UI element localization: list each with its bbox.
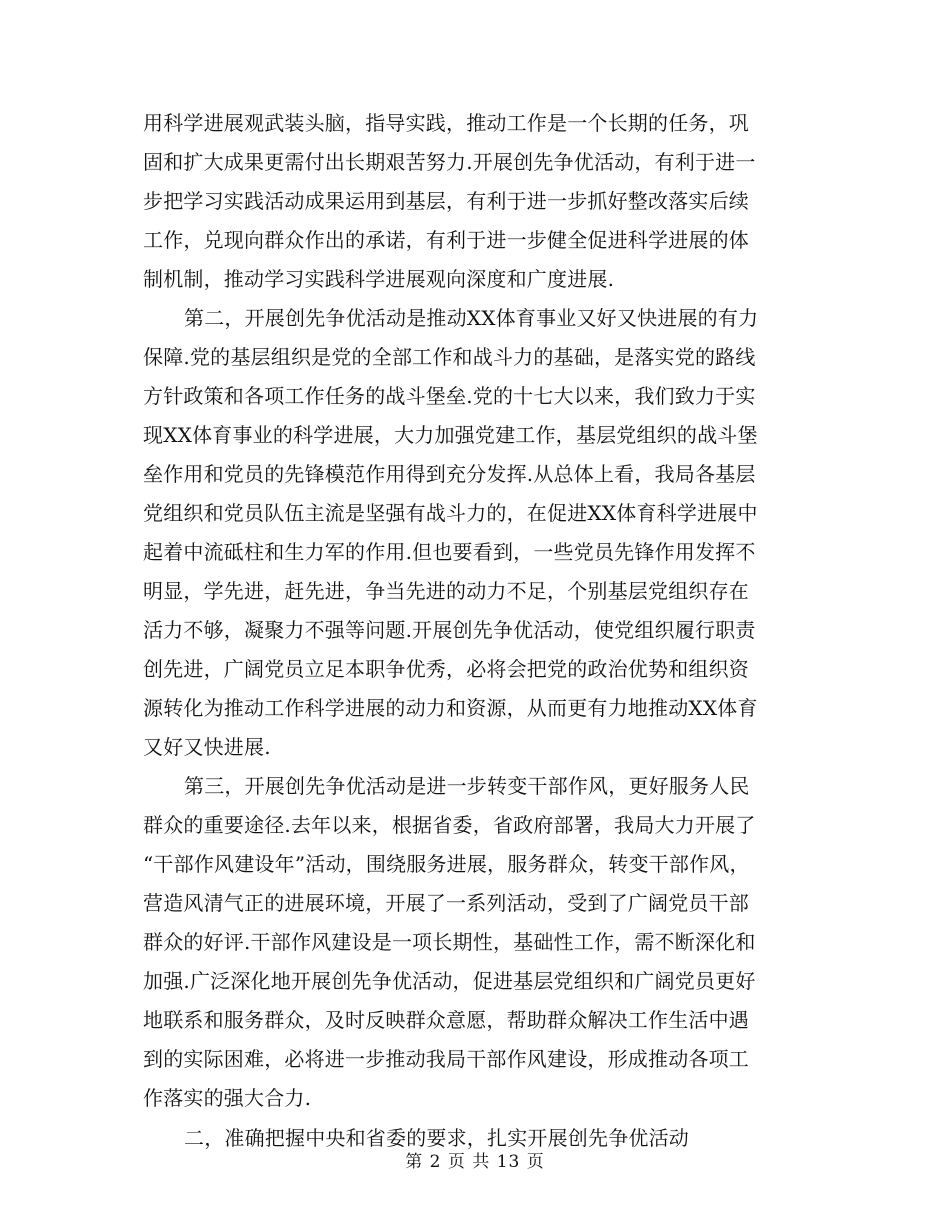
text-line: 垒作用和党员的先锋模范作用得到充分发挥.从总体上看，我局各基层 — [143, 462, 756, 486]
text-line: 营造风清气正的进展环境，开展了一系列活动，受到了广阔党员干部 — [143, 891, 749, 915]
document-body — [143, 104, 808, 1158]
paragraph-1 — [143, 104, 808, 299]
text-line: 制机制，推动学习实践科学进展观向深度和广度进展. — [143, 267, 615, 291]
text-line: “干部作风建设年”活动，围绕服务进展，服务群众，转变干部作风， — [143, 852, 750, 876]
text-line: 地联系和服务群众，及时反映群众意愿，帮助群众解决工作生活中遇 — [143, 1008, 749, 1032]
text-line: 方针政策和各项工作任务的战斗堡垒.党的十七大以来，我们致力于实 — [143, 384, 756, 408]
text-line: 加强.广泛深化地开展创先争优活动，促进基层党组织和广阔党员更好 — [143, 969, 756, 993]
text-line: 起着中流砥柱和生力军的作用.但也要看到，一些党员先锋作用发挥不 — [143, 540, 756, 564]
text-line: 步把学习实践活动成果运用到基层，有利于进一步抓好整改落实后续 — [143, 189, 749, 213]
text-line: 第三，开展创先争优活动是进一步转变干部作风，更好服务人民 — [184, 774, 750, 798]
text-line: 创先进，广阔党员立足本职争优秀，必将会把党的政治优势和组织资 — [143, 657, 749, 681]
paragraph-2 — [143, 299, 808, 767]
section-heading-text: 二，准确把握中央和省委的要求，扎实开展创先争优活动 — [184, 1126, 689, 1150]
text-line: 作落实的强大合力. — [143, 1086, 312, 1110]
text-line: 明显，学先进，赶先进，争当先进的动力不足，个别基层党组织存在 — [143, 579, 749, 603]
text-line: 保障.党的基层组织是党的全部工作和战斗力的基础，是落实党的路线 — [143, 345, 756, 369]
text-line: 第二，开展创先争优活动是推动XX体育事业又好又快进展的有力 — [184, 306, 759, 330]
text-line: 活力不够，凝聚力不强等问题.开展创先争优活动，使党组织履行职责 — [143, 618, 756, 642]
text-line: 源转化为推动工作科学进展的动力和资源，从而更有力地推动XX体育 — [143, 696, 758, 720]
text-line: 工作，兑现向群众作出的承诺，有利于进一步健全促进科学进展的体 — [143, 228, 749, 252]
text-line: 群众的重要途径.去年以来，根据省委，省政府部署，我局大力开展了 — [143, 813, 756, 837]
text-line: 用科学进展观武装头脑，指导实践，推动工作是一个长期的任务，巩 — [143, 111, 749, 135]
text-line: 群众的好评.干部作风建设是一项长期性，基础性工作，需不断深化和 — [143, 930, 756, 954]
paragraph-3 — [143, 767, 808, 1118]
text-line: 到的实际困难，必将进一步推动我局干部作风建设，形成推动各项工 — [143, 1047, 749, 1071]
text-line: 又好又快进展. — [143, 735, 271, 759]
text-line: 现XX体育事业的科学进展，大力加强党建工作，基层党组织的战斗堡 — [143, 423, 758, 447]
page-footer: 第 2 页 共 13 页 — [405, 1152, 545, 1172]
text-line: 固和扩大成果更需付出长期艰苦努力.开展创先争优活动，有利于进一 — [143, 150, 756, 174]
text-line: 党组织和党员队伍主流是坚强有战斗力的，在促进XX体育科学进展中 — [143, 501, 758, 525]
